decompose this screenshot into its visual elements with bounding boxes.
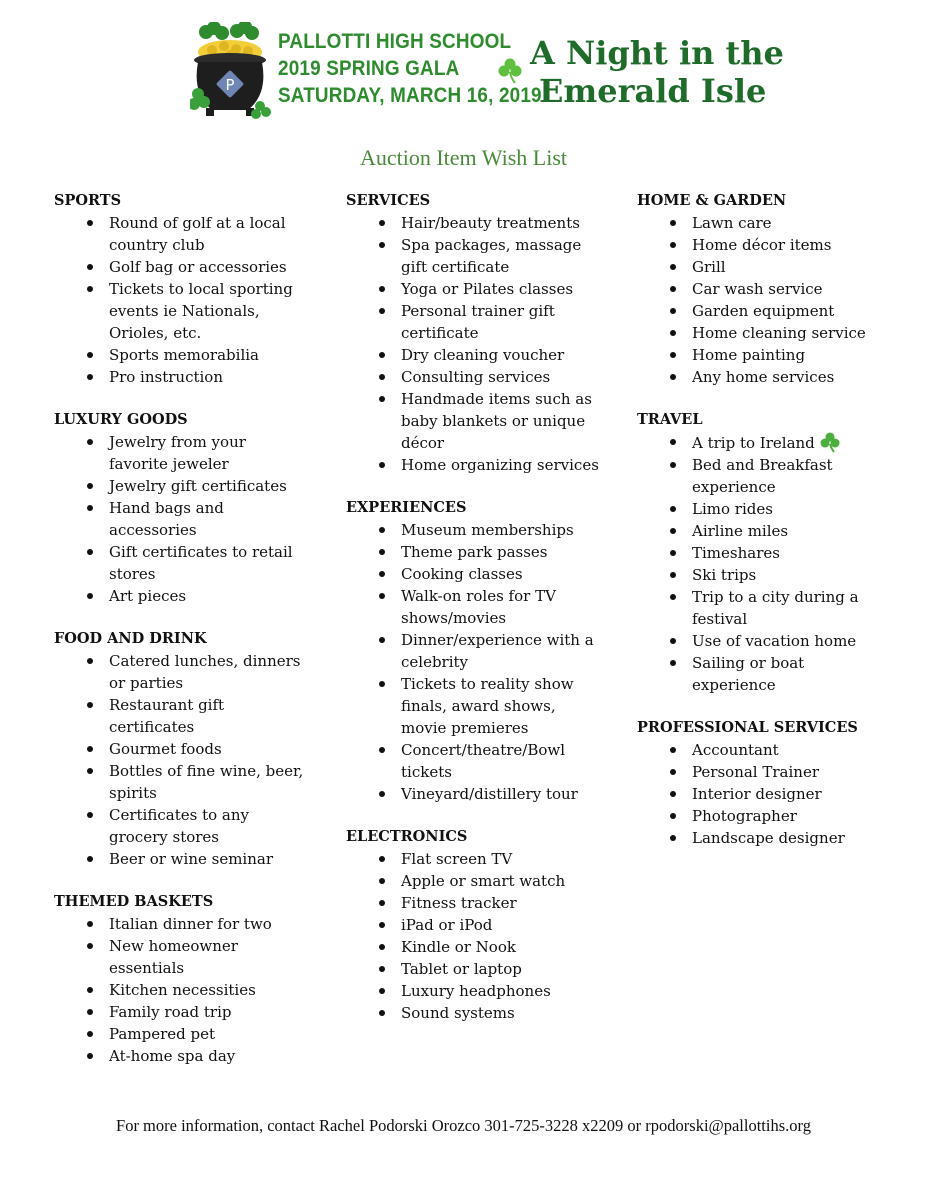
school-info xyxy=(278,28,571,109)
list-item xyxy=(637,520,892,542)
list-item-text: Pro instruction xyxy=(109,368,223,386)
list-item-text: Photographer xyxy=(692,807,797,825)
list-item-text: New homeowner essentials xyxy=(109,937,238,977)
item-list xyxy=(54,431,324,607)
list-item xyxy=(637,278,892,300)
list-item xyxy=(54,585,309,607)
list-item xyxy=(346,234,601,278)
list-item xyxy=(637,805,892,827)
column-middle xyxy=(346,190,616,1045)
list-item-text: Jewelry from your favorite jeweler xyxy=(109,433,246,473)
list-item-text: Catered lunches, dinners or parties xyxy=(109,652,301,692)
item-list xyxy=(637,212,907,388)
section-travel xyxy=(637,409,907,696)
list-item-text: Home cleaning service xyxy=(692,324,866,342)
list-item-text: Home décor items xyxy=(692,236,832,254)
list-item xyxy=(54,1023,309,1045)
list-item xyxy=(637,256,892,278)
list-item xyxy=(54,738,309,760)
list-item-text: Cooking classes xyxy=(401,565,523,583)
list-item xyxy=(346,1002,601,1024)
item-list xyxy=(54,212,324,388)
list-item-text: Restaurant gift certificates xyxy=(109,696,225,736)
list-item xyxy=(54,935,309,979)
list-item-text: iPad or iPod xyxy=(401,916,493,934)
section-title: EXPERIENCES xyxy=(346,499,467,516)
list-item xyxy=(346,519,601,541)
list-item-text: Dry cleaning voucher xyxy=(401,346,565,364)
school-name: PALLOTTI HIGH SCHOOL xyxy=(278,30,512,53)
list-item xyxy=(54,804,309,848)
list-item xyxy=(54,694,309,738)
list-item-text: Gift certificates to retail stores xyxy=(109,543,293,583)
list-item xyxy=(637,212,892,234)
section-title: TRAVEL xyxy=(637,411,703,428)
list-item xyxy=(346,673,601,739)
list-item-text: Art pieces xyxy=(109,587,187,605)
list-item-text: Dinner/experience with a celebrity xyxy=(401,631,594,671)
list-item xyxy=(637,366,892,388)
section-title: LUXURY GOODS xyxy=(54,411,188,428)
list-item-text: Sound systems xyxy=(401,1004,515,1022)
list-item-text: Vineyard/distillery tour xyxy=(401,785,578,803)
list-item-text: Timeshares xyxy=(692,544,780,562)
theme-line-2: Emerald Isle xyxy=(539,72,767,110)
list-item-text: Bed and Breakfast experience xyxy=(692,456,833,496)
list-item xyxy=(346,366,601,388)
list-item-text: Kindle or Nook xyxy=(401,938,516,956)
list-item-text: Consulting services xyxy=(401,368,551,386)
list-item-text: Luxury headphones xyxy=(401,982,551,1000)
list-item xyxy=(637,454,892,498)
list-item xyxy=(346,278,601,300)
list-item xyxy=(637,344,892,366)
list-item-text: Concert/theatre/Bowl tickets xyxy=(401,741,566,781)
list-item xyxy=(346,541,601,563)
list-item-text: Certificates to any grocery stores xyxy=(109,806,249,846)
list-item xyxy=(346,958,601,980)
list-item-text: Gourmet foods xyxy=(109,740,222,758)
section-themed-baskets xyxy=(54,891,324,1067)
list-item-text: Any home services xyxy=(692,368,835,386)
list-item xyxy=(346,344,601,366)
list-item xyxy=(54,1001,309,1023)
list-item xyxy=(54,344,309,366)
item-list xyxy=(54,913,324,1067)
list-item xyxy=(346,212,601,234)
gala-name: 2019 SPRING GALA xyxy=(278,57,460,80)
list-item xyxy=(346,739,601,783)
list-item-text: Ski trips xyxy=(692,566,757,584)
item-list xyxy=(346,848,616,1024)
list-item-text: Landscape designer xyxy=(692,829,845,847)
list-item xyxy=(54,431,309,475)
list-item-text: Tickets to local sporting events ie Nationals, Orioles, etc. xyxy=(109,280,293,342)
list-item-text: Tickets to reality show finals, award shows, movie premieres xyxy=(401,675,574,737)
item-list xyxy=(54,650,324,870)
list-item-text: Hair/beauty treatments xyxy=(401,214,580,232)
list-item-text: Spa packages, massage gift certificate xyxy=(401,236,582,276)
list-item-text: Family road trip xyxy=(109,1003,232,1021)
list-item xyxy=(54,366,309,388)
list-item-text: Fitness tracker xyxy=(401,894,517,912)
list-item xyxy=(54,497,309,541)
list-item-text: Hand bags and accessories xyxy=(109,499,224,539)
list-item xyxy=(637,739,892,761)
list-item xyxy=(346,870,601,892)
list-item-text: Kitchen necessities xyxy=(109,981,256,999)
document-title: Auction Item Wish List xyxy=(359,145,568,170)
list-item xyxy=(346,914,601,936)
list-item xyxy=(637,322,892,344)
list-item-text: Limo rides xyxy=(692,500,773,518)
list-item xyxy=(637,431,892,454)
list-item-text: Trip to a city during a festival xyxy=(692,588,859,628)
list-item xyxy=(54,650,309,694)
item-list xyxy=(346,212,616,476)
list-item-text: Garden equipment xyxy=(692,302,835,320)
list-item xyxy=(54,913,309,935)
list-item xyxy=(346,585,601,629)
list-item-text: Interior designer xyxy=(692,785,822,803)
section-title: PROFESSIONAL SERVICES xyxy=(637,719,858,736)
list-item-text: Use of vacation home xyxy=(692,632,857,650)
list-item xyxy=(637,300,892,322)
contact-footer: For more information, contact Rachel Podorski Orozco 301-725-3228 x2209 or rpodorski@pallottihs.org xyxy=(116,1116,811,1135)
list-item-text: Pampered pet xyxy=(109,1025,215,1043)
list-item xyxy=(346,892,601,914)
list-item xyxy=(346,300,601,344)
list-item xyxy=(346,629,601,673)
section-experiences xyxy=(346,497,616,805)
list-item-text: Accountant xyxy=(692,741,779,759)
section-professional-services xyxy=(637,717,907,849)
list-item xyxy=(54,848,309,870)
list-item xyxy=(54,212,309,256)
list-item-text: Grill xyxy=(692,258,726,276)
list-item xyxy=(54,475,309,497)
list-item-text: A trip to Ireland xyxy=(692,434,815,452)
pot-letter: P xyxy=(225,76,235,94)
item-list xyxy=(637,739,907,849)
list-item-text: Personal trainer gift certificate xyxy=(401,302,555,342)
section-sports xyxy=(54,190,324,388)
list-item-text: Jewelry gift certificates xyxy=(109,477,287,495)
list-item xyxy=(637,234,892,256)
list-item xyxy=(637,542,892,564)
section-title: SERVICES xyxy=(346,192,431,209)
shamrock-icon xyxy=(496,56,524,84)
list-item-text: Apple or smart watch xyxy=(401,872,566,890)
section-title: HOME & GARDEN xyxy=(637,192,787,209)
list-item-text: Sailing or boat experience xyxy=(692,654,805,694)
list-item xyxy=(637,564,892,586)
list-item xyxy=(346,980,601,1002)
list-item xyxy=(54,256,309,278)
list-item xyxy=(54,278,309,344)
list-item-text: Home organizing services xyxy=(401,456,599,474)
list-item-text: Beer or wine seminar xyxy=(109,850,273,868)
list-item-text: Bottles of fine wine, beer, spirits xyxy=(109,762,304,802)
list-item xyxy=(637,498,892,520)
section-title: SPORTS xyxy=(54,192,122,209)
section-electronics xyxy=(346,826,616,1024)
list-item-text: Yoga or Pilates classes xyxy=(401,280,574,298)
pot-of-gold-logo-icon xyxy=(190,22,272,122)
list-item xyxy=(346,936,601,958)
list-item-text: Handmade items such as baby blankets or unique décor xyxy=(401,390,592,452)
section-title: THEMED BASKETS xyxy=(54,893,214,910)
list-item xyxy=(54,1045,309,1067)
list-item-text: Golf bag or accessories xyxy=(109,258,287,276)
list-item-text: Airline miles xyxy=(692,522,789,540)
list-item xyxy=(346,454,601,476)
list-item xyxy=(346,783,601,805)
event-header xyxy=(190,22,784,122)
section-services xyxy=(346,190,616,476)
list-item-text: Museum memberships xyxy=(401,521,574,539)
list-item-text: Theme park passes xyxy=(401,543,548,561)
list-item xyxy=(637,827,892,849)
list-item-text: Tablet or laptop xyxy=(401,960,522,978)
list-item xyxy=(637,652,892,696)
section-luxury-goods xyxy=(54,409,324,607)
list-item-text: At-home spa day xyxy=(109,1047,236,1065)
list-item-text: Sports memorabilia xyxy=(109,346,259,364)
column-left xyxy=(54,190,324,1088)
column-right xyxy=(637,190,907,870)
list-item-text: Car wash service xyxy=(692,280,823,298)
section-title: FOOD AND DRINK xyxy=(54,630,207,647)
list-item-text: Walk-on roles for TV shows/movies xyxy=(401,587,556,627)
list-item xyxy=(346,388,601,454)
item-list xyxy=(346,519,616,805)
list-item xyxy=(346,563,601,585)
list-item-text: Italian dinner for two xyxy=(109,915,272,933)
list-item xyxy=(637,783,892,805)
list-item xyxy=(637,586,892,630)
list-item-text: Lawn care xyxy=(692,214,772,232)
list-item-text: Personal Trainer xyxy=(692,763,819,781)
list-item-text: Home painting xyxy=(692,346,806,364)
list-item-text: Round of golf at a local country club xyxy=(109,214,286,254)
event-date: SATURDAY, MARCH 16, 2019 xyxy=(278,84,542,107)
list-item xyxy=(346,848,601,870)
list-item xyxy=(54,541,309,585)
list-item xyxy=(54,979,309,1001)
section-title: ELECTRONICS xyxy=(346,828,468,845)
list-item-text: Flat screen TV xyxy=(401,850,513,868)
theme-line-1: A Night in the xyxy=(530,34,784,72)
section-food-and-drink xyxy=(54,628,324,870)
list-item xyxy=(637,761,892,783)
shamrock-icon xyxy=(819,431,841,453)
list-item xyxy=(637,630,892,652)
section-home-garden xyxy=(637,190,907,388)
event-theme xyxy=(530,34,784,110)
list-item xyxy=(54,760,309,804)
item-list xyxy=(637,431,907,696)
